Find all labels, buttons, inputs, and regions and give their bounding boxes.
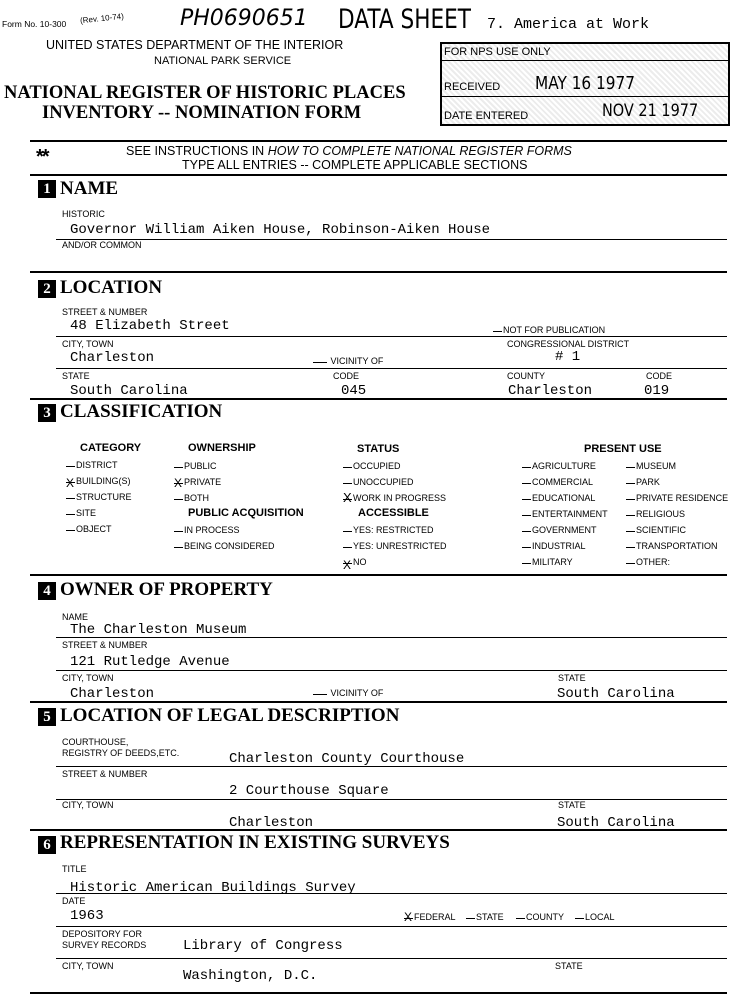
use-private-residence[interactable]: PRIVATE RESIDENCE	[626, 493, 728, 503]
use-park[interactable]: PARK	[626, 477, 660, 487]
status-work-in-progress[interactable]: X WORK IN PROGRESS	[343, 490, 447, 505]
legal-city-value: Charleston	[229, 815, 314, 831]
survey-title-label: TITLE	[62, 864, 87, 874]
use-transportation[interactable]: TRANSPORTATION	[626, 541, 718, 551]
present-use-heading: PRESENT USE	[584, 443, 662, 455]
county-code-value: 019	[644, 383, 670, 399]
category-object[interactable]: OBJECT	[66, 524, 112, 534]
historic-name-value: Governor William Aiken House, Robinson-Aiken House	[70, 222, 491, 238]
use-educational[interactable]: EDUCATIONAL	[522, 493, 595, 503]
section-3-number: 3	[38, 404, 56, 422]
survey-title-value: Historic American Buildings Survey	[70, 880, 356, 896]
owner-vicinity-label: VICINITY OF	[313, 688, 383, 698]
section-2-title: LOCATION	[60, 277, 163, 298]
owner-street-label: STREET & NUMBER	[62, 640, 148, 650]
accessible-no[interactable]: X NO	[343, 557, 367, 572]
city-town-label: CITY, TOWN	[62, 339, 114, 349]
depository-value: Library of Congress	[183, 938, 343, 954]
courthouse-label-line1: COURTHOUSE,	[62, 737, 129, 747]
nps-use-label: FOR NPS USE ONLY	[444, 46, 551, 58]
survey-date-label: DATE	[62, 896, 86, 906]
handwritten-mark: **	[36, 146, 48, 168]
section-1-number: 1	[38, 180, 56, 198]
accessible-unrestricted[interactable]: YES: UNRESTRICTED	[343, 541, 447, 551]
ownership-heading: OWNERSHIP	[188, 442, 256, 454]
state-label: STATE	[62, 371, 90, 381]
use-religious[interactable]: RELIGIOUS	[626, 509, 685, 519]
service-name: NATIONAL PARK SERVICE	[154, 55, 292, 67]
section-4-number: 4	[38, 582, 56, 600]
date-entered-value: NOV 21 1977	[602, 101, 699, 121]
street-value: 48 Elizabeth Street	[70, 318, 230, 334]
common-name-label: AND/OR COMMON	[62, 240, 142, 250]
section-6-title: REPRESENTATION IN EXISTING SURVEYS	[60, 832, 450, 853]
use-agriculture[interactable]: AGRICULTURE	[522, 461, 596, 471]
ownership-public[interactable]: PUBLIC	[174, 461, 217, 471]
date-entered-label: DATE ENTERED	[444, 110, 529, 122]
survey-state[interactable]: STATE	[466, 912, 504, 922]
category-heading: CATEGORY	[80, 442, 142, 454]
section-2-number: 2	[38, 280, 56, 298]
legal-state-label: STATE	[558, 800, 586, 810]
section-3-title: CLASSIFICATION	[60, 401, 223, 422]
legal-state-value: South Carolina	[557, 815, 675, 831]
acquisition-being-considered[interactable]: BEING CONSIDERED	[174, 541, 275, 551]
county-code-label: CODE	[646, 371, 673, 381]
survey-city-label: CITY, TOWN	[62, 961, 114, 971]
congressional-district-value: # 1	[555, 349, 581, 365]
status-unoccupied[interactable]: UNOCCUPIED	[343, 477, 414, 487]
section-6-number: 6	[38, 836, 56, 854]
section-5-title: LOCATION OF LEGAL DESCRIPTION	[60, 705, 400, 726]
county-value: Charleston	[508, 383, 593, 399]
category-site[interactable]: SITE	[66, 508, 96, 518]
owner-city-value: Charleston	[70, 686, 155, 702]
data-sheet-note: 7. America at Work	[487, 16, 650, 33]
use-entertainment[interactable]: ENTERTAINMENT	[522, 509, 608, 519]
vicinity-label: VICINITY OF	[313, 356, 383, 366]
state-value: South Carolina	[70, 383, 188, 399]
city-value: Charleston	[70, 350, 155, 366]
form-number: Form No. 10-300	[2, 19, 67, 29]
not-for-publication-label: NOT FOR PUBLICATION	[493, 325, 605, 335]
nps-use-box	[440, 42, 730, 126]
courthouse-label-line2: REGISTRY OF DEEDS,ETC.	[62, 748, 180, 758]
use-military[interactable]: MILITARY	[522, 557, 573, 567]
category-buildings[interactable]: X BUILDING(S)	[66, 476, 131, 490]
survey-date-value: 1963	[70, 908, 104, 924]
survey-state-label: STATE	[555, 961, 583, 971]
use-government[interactable]: GOVERNMENT	[522, 525, 597, 535]
received-date: MAY 16 1977	[535, 73, 635, 94]
legal-street-label: STREET & NUMBER	[62, 769, 148, 779]
accessible-restricted[interactable]: YES: RESTRICTED	[343, 525, 434, 535]
owner-state-label: STATE	[558, 673, 586, 683]
use-commercial[interactable]: COMMERCIAL	[522, 477, 593, 487]
owner-city-label: CITY, TOWN	[62, 673, 114, 683]
category-district[interactable]: DISTRICT	[66, 460, 118, 470]
owner-state-value: South Carolina	[557, 686, 675, 702]
legal-street-value: 2 Courthouse Square	[229, 783, 389, 799]
courthouse-value: Charleston County Courthouse	[229, 751, 465, 767]
use-other[interactable]: OTHER:	[626, 557, 670, 567]
instructions-line2: TYPE ALL ENTRIES -- COMPLETE APPLICABLE SECTIONS	[182, 158, 528, 172]
depository-label-line2: SURVEY RECORDS	[62, 940, 147, 950]
status-heading: STATUS	[357, 443, 400, 455]
survey-federal[interactable]: X FEDERAL	[404, 910, 456, 924]
public-acquisition-heading: PUBLIC ACQUISITION	[188, 507, 304, 519]
use-museum[interactable]: MUSEUM	[626, 461, 676, 471]
acquisition-in-process[interactable]: IN PROCESS	[174, 525, 240, 535]
form-title-line1: NATIONAL REGISTER OF HISTORIC PLACES	[4, 83, 406, 103]
section-5-number: 5	[38, 708, 56, 726]
ownership-private[interactable]: X PRIVATE	[174, 476, 222, 490]
survey-city-value: Washington, D.C.	[183, 968, 318, 984]
owner-name-label: NAME	[62, 612, 89, 622]
state-code-label: CODE	[333, 371, 360, 381]
owner-name-value: The Charleston Museum	[70, 622, 247, 638]
form-title-line2: INVENTORY -- NOMINATION FORM	[42, 103, 362, 123]
ownership-both[interactable]: BOTH	[174, 493, 209, 503]
status-occupied[interactable]: OCCUPIED	[343, 461, 401, 471]
category-structure[interactable]: STRUCTURE	[66, 492, 132, 502]
received-label: RECEIVED	[444, 81, 501, 93]
data-sheet-stamp: DATA SHEET	[338, 4, 471, 35]
survey-county[interactable]: COUNTY	[516, 912, 564, 922]
congressional-district-label: CONGRESSIONAL DISTRICT	[507, 339, 630, 349]
depository-label-line1: DEPOSITORY FOR	[62, 929, 143, 939]
survey-local[interactable]: LOCAL	[575, 912, 615, 922]
accessible-heading: ACCESSIBLE	[358, 507, 429, 519]
use-scientific[interactable]: SCIENTIFIC	[626, 525, 686, 535]
historic-label: HISTORIC	[62, 209, 105, 219]
legal-city-label: CITY, TOWN	[62, 800, 114, 810]
county-label: COUNTY	[507, 371, 545, 381]
owner-street-value: 121 Rutledge Avenue	[70, 654, 230, 670]
section-1-title: NAME	[60, 178, 119, 199]
form-revision: (Rev. 10-74)	[79, 11, 125, 26]
state-code-value: 045	[341, 383, 367, 399]
street-number-label: STREET & NUMBER	[62, 307, 148, 317]
handwritten-id: PH0690651	[180, 6, 308, 31]
instructions-line1: SEE INSTRUCTIONS IN HOW TO COMPLETE NATIONAL REGISTER FORMS	[126, 144, 572, 158]
use-industrial[interactable]: INDUSTRIAL	[522, 541, 586, 551]
section-4-title: OWNER OF PROPERTY	[60, 579, 273, 600]
department-name: UNITED STATES DEPARTMENT OF THE INTERIOR	[46, 38, 344, 52]
